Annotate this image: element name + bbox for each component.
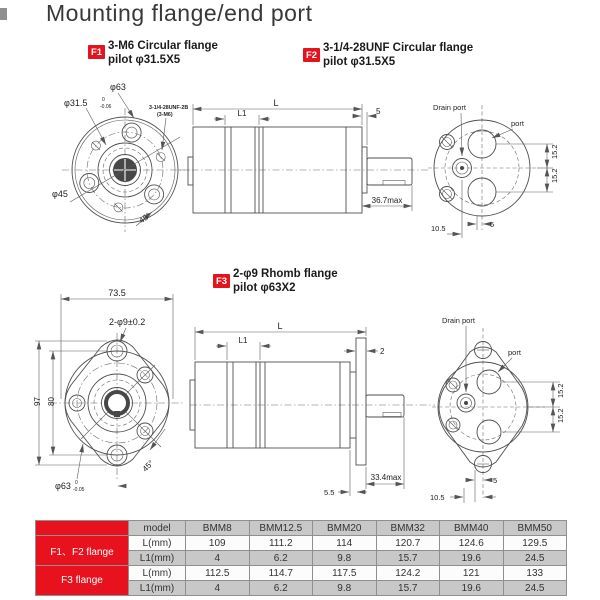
dim-33-4max: 33.4max xyxy=(370,473,402,482)
dim-dia45: φ45 xyxy=(52,189,68,199)
dim-L1: L1 xyxy=(237,109,247,118)
dim-offset-5: 5 xyxy=(493,476,498,485)
value-cell: 124.6 xyxy=(440,536,504,551)
value-cell: 129.5 xyxy=(503,536,567,551)
param-cell: L(mm) xyxy=(129,536,186,551)
value-cell: 111.2 xyxy=(249,536,313,551)
value-cell: 112.5 xyxy=(186,566,250,581)
dim-15-2-bottom: 15.2 xyxy=(550,168,559,183)
value-cell: 124.2 xyxy=(376,566,440,581)
dim-dia31-5-tol-lower: -0.06 xyxy=(100,104,112,110)
dim-L: L xyxy=(273,98,279,108)
param-cell: L1(mm) xyxy=(129,551,186,566)
dim-angle-45: 45° xyxy=(140,458,156,474)
value-cell: 4 xyxy=(186,581,250,596)
model-cell: BMM12.5 xyxy=(249,521,313,536)
dim-5: 5 xyxy=(376,107,381,116)
value-cell: 120.7 xyxy=(376,536,440,551)
drain-port-label: Drain port xyxy=(442,316,475,325)
group-label-f3: F3 flange xyxy=(36,566,129,596)
flange-plate-edge xyxy=(356,338,366,465)
value-cell: 114.7 xyxy=(249,566,313,581)
table-row xyxy=(36,536,567,551)
dim-80: 80 xyxy=(47,397,56,406)
value-cell: 117.5 xyxy=(313,566,377,581)
dim-2-dia9: 2-φ9±0.2 xyxy=(109,317,146,327)
f1-end-port-view xyxy=(425,100,597,245)
f3-label-line2: pilot φ63X2 xyxy=(233,281,296,294)
value-cell: 15.7 xyxy=(376,581,440,596)
thread-note-line2: (3-M6) xyxy=(157,112,173,118)
f3-badge: F3 xyxy=(213,274,230,288)
f2-label-line1: 3-1/4-28UNF Circular flange xyxy=(323,42,474,54)
value-cell: 6.2 xyxy=(249,581,313,596)
dim-15-2-top: 15.2 xyxy=(556,383,565,398)
table-header-row xyxy=(36,521,567,536)
value-cell: 24.5 xyxy=(503,581,567,596)
f3-label xyxy=(233,268,338,296)
model-cell: BMM40 xyxy=(440,521,504,536)
shaft-key-flat xyxy=(383,181,405,186)
dim-73-5: 73.5 xyxy=(108,288,126,298)
port-label: port xyxy=(511,119,524,128)
f1-label-line1: 3-M6 Circular flange xyxy=(108,40,218,52)
f1-motor-side-view xyxy=(178,95,438,220)
f1-badge: F1 xyxy=(88,45,105,59)
table-corner-cell xyxy=(36,521,129,536)
dim-15-2-bottom: 15.2 xyxy=(556,408,565,423)
dim-5-5: 5.5 xyxy=(324,488,335,497)
value-cell: 19.6 xyxy=(440,551,504,566)
value-cell: 6.2 xyxy=(249,551,313,566)
f2-badge: F2 xyxy=(303,48,320,62)
value-cell: 9.8 xyxy=(313,581,377,596)
param-cell: L1(mm) xyxy=(129,581,186,596)
port-hole-bottom xyxy=(477,420,501,444)
value-cell: 24.5 xyxy=(503,551,567,566)
key-slot xyxy=(114,411,120,417)
param-cell: L(mm) xyxy=(129,566,186,581)
model-header-cell: model xyxy=(129,521,186,536)
dim-97: 97 xyxy=(33,397,42,406)
group-label-f1-f2: F1、F2 flange xyxy=(36,536,129,566)
f2-label xyxy=(323,42,473,70)
shaft-key-flat xyxy=(383,413,401,417)
thread-note-line1: 3-1/4-28UNF-2B xyxy=(149,105,189,111)
drain-port-hole xyxy=(457,394,475,412)
f3-end-port-view xyxy=(420,300,598,518)
f1-label xyxy=(108,40,218,68)
f3-label-line1: 2-φ9 Rhomb flange xyxy=(233,268,338,280)
dim-dia63: φ63 xyxy=(110,82,126,92)
thread-hole xyxy=(446,378,460,432)
dim-offset-5: 5 xyxy=(490,220,495,229)
value-cell: 109 xyxy=(186,536,250,551)
dim-dia31-5: φ31.5 xyxy=(64,98,88,108)
model-cell: BMM50 xyxy=(503,521,567,536)
dim-L1: L1 xyxy=(238,336,248,345)
f1-label-line2: pilot φ31.5X5 xyxy=(108,53,181,66)
value-cell: 133 xyxy=(503,566,567,581)
value-cell: 114 xyxy=(313,536,377,551)
model-cell: BMM20 xyxy=(313,521,377,536)
dimension-table xyxy=(35,520,567,596)
value-cell: 121 xyxy=(440,566,504,581)
dim-2: 2 xyxy=(380,347,385,356)
dim-dia63-tol-lower: -0.05 xyxy=(73,487,85,493)
page-title: Mounting flange/end port xyxy=(46,0,313,26)
table-row xyxy=(36,566,567,581)
dim-dia31-5-tol-upper: 0 xyxy=(102,97,105,103)
model-cell: BMM8 xyxy=(186,521,250,536)
screen-edge-artifact xyxy=(0,8,7,20)
model-cell: BMM32 xyxy=(376,521,440,536)
port-label: port xyxy=(508,348,521,357)
dim-L: L xyxy=(277,321,283,331)
drain-port-label: Drain port xyxy=(433,103,466,112)
port-hole-top xyxy=(477,370,501,394)
value-cell: 15.7 xyxy=(376,551,440,566)
f2-label-line2: pilot φ31.5X5 xyxy=(323,55,396,68)
dim-15-2-top: 15.2 xyxy=(550,144,559,159)
dim-offset-10-5: 10.5 xyxy=(431,224,446,233)
dim-offset-10-5: 10.5 xyxy=(430,493,445,502)
value-cell: 9.8 xyxy=(313,551,377,566)
shaft-bore xyxy=(106,392,128,414)
value-cell: 4 xyxy=(186,551,250,566)
dim-angle-45: 45° xyxy=(137,210,153,226)
f3-motor-side-view xyxy=(190,318,440,508)
dim-dia63: φ63 xyxy=(55,481,71,491)
value-cell: 19.6 xyxy=(440,581,504,596)
dim-36-7max: 36.7max xyxy=(371,196,403,205)
dim-dia63-tol-upper: 0 xyxy=(75,480,78,486)
